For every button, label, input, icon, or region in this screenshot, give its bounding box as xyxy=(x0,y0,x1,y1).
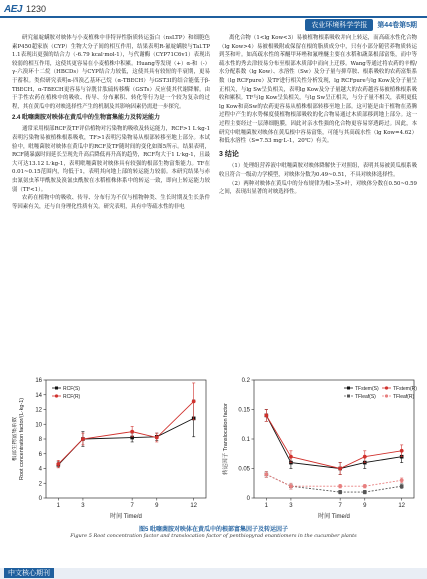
x-tick-label: 12 xyxy=(398,503,406,509)
footer-bar xyxy=(0,568,427,579)
left-column xyxy=(12,34,210,211)
y-tick-label: 4 xyxy=(38,466,42,473)
series-line xyxy=(266,415,401,468)
x-axis-label: 时间 Time/d xyxy=(110,514,142,520)
legend-label: RCF(R) xyxy=(63,394,81,400)
data-point xyxy=(192,399,196,403)
y-tick-label: 0 xyxy=(38,496,42,502)
rcf-chart xyxy=(12,372,212,522)
y-tick-label: 16 xyxy=(35,378,42,384)
page-number: 1230 xyxy=(25,4,46,14)
rcf-chart-svg xyxy=(12,372,212,522)
tf-chart xyxy=(220,372,420,522)
y-axis-label: 转运因子 Translocation factor xyxy=(223,403,229,475)
paragraph: （1）处理组营养液中吡噻菌胺对映体降解快于对照组，表明其易被黄瓜根系吸收且符合一级动力学模型，对映体分数为0.49~0.51，不具对映体选择性。 xyxy=(219,163,417,178)
figure-caption-en: Figure 5 Root concentration factor and translocation factor of penthiopyrad enantiomers in the cucumber plants xyxy=(70,533,357,539)
y-tick-label: 0.15 xyxy=(238,407,250,414)
y-tick-label: 2 xyxy=(38,481,42,488)
series-line xyxy=(266,415,401,468)
paragraph: （2）两种对映体在黄瓜中的分布规律为根>茎>叶，对映体分数在0.50~0.59之间，表现出显著的对映选择性。 xyxy=(219,180,417,196)
legend-label: TFstem(S) xyxy=(355,386,379,392)
x-tick-label: 9 xyxy=(155,503,159,509)
section-heading: 2.4 吡噻菌胺对映体在黄瓜中的生物富集能力及转运能力 xyxy=(12,115,161,122)
data-point xyxy=(363,455,367,459)
journal-header xyxy=(4,2,46,16)
legend-label: TFleaf(S) xyxy=(355,394,376,400)
data-point xyxy=(338,490,342,494)
y-tick-label: 0.05 xyxy=(238,466,250,473)
x-axis-label: 时间 Time/d xyxy=(318,514,350,520)
data-point xyxy=(81,437,85,441)
paragraph: 离化合物（1<lg Kow<3）易被植物根系吸收并向上转运，而高疏水性化合物（lg Kow>4）易被根吸附或保留在根的脂质成分中，只有小部分随营养物质转运到茎和叶。如高疏水性的苯醚甲环唑和氟唑醚主要在水稻和蔬菜根部富集，而中等疏水性的秀去津较易分布至根部木质部中而向上迁移。Wang等通过将农药的辛醇/水分配系数（lg Kow）、水溶性（Sw）及分子量与抑草胺、根系吸收的农药富集系数（lg RCFpure）及TF进行相关性分析发现，lg RCFpure与lg Kow及分子量呈正相关，与lg Sw呈负相关，表明lg Kow及分子量越大的农药越容易被植株根系吸收和累积。TF与lg Kow呈负相关，与lg Sw呈正相关，与分子量不相关，表明更低lg Kow和高Sw的农药更容易从植株根部转移至地上部。这可能是由于植物在蒸腾过程中产生的水势梯度使植物根部吸收的化合物易通过木质部移到地上部分。这一过程主要经过一层薄细胞膜，因此对亲水性强的化合物更容易穿透跨过。因此，本研究中吡噻菌胺对映体在黄瓜根中容易富集，可能与其高疏水性（lg Kow=4.62）和低水溶性（S=7.53 mg·L-1，20℃）有关。 xyxy=(219,35,417,145)
y-axis-label: 根部生物富集系数Root concentration factor/(L·kg-1) xyxy=(12,397,25,481)
data-point xyxy=(264,473,268,477)
section-heading: 3 结论 xyxy=(219,150,239,158)
legend-marker xyxy=(385,394,388,397)
legend-label: RCF(S) xyxy=(63,386,80,392)
y-tick-label: 10 xyxy=(35,422,42,429)
legend-label: TFstem(R) xyxy=(393,386,417,392)
y-tick-label: 0.2 xyxy=(241,378,250,384)
y-tick-label: 0.1 xyxy=(241,437,250,443)
journal-name: 农业环境科学学报 xyxy=(305,19,373,31)
journal-banner xyxy=(305,19,417,31)
right-column xyxy=(219,34,417,197)
y-tick-label: 6 xyxy=(38,451,42,458)
legend-marker xyxy=(385,386,388,389)
series-line xyxy=(58,401,193,464)
data-point xyxy=(155,436,159,440)
data-point xyxy=(338,467,342,471)
legend-marker xyxy=(347,395,350,398)
data-point xyxy=(130,430,134,434)
journal-logo: AEJ xyxy=(4,3,22,15)
x-tick-label: 1 xyxy=(56,503,60,509)
series-line xyxy=(266,474,401,492)
y-tick-label: 0 xyxy=(246,496,250,502)
data-point xyxy=(400,484,404,488)
core-journal-badge: 中文核心期刊 xyxy=(4,568,54,578)
y-tick-label: 12 xyxy=(35,407,42,414)
data-point xyxy=(289,455,293,459)
plot-frame xyxy=(254,380,414,498)
figure-caption-cn: 图5 吡噻菌胺对映体在黄瓜中的根部富集因子及转运因子 xyxy=(138,527,288,533)
legend-label: TFleaf(R) xyxy=(393,394,415,400)
paragraph: 通常采用根部RCF及TF评估植物对污染物的吸收及转运能力，RCF>1 L·kg-1表明污染物易被植株根系吸收，TF>1表明污染物易从根部转移至地上部分。本试验中，吡噻菌胺对映体在黄瓜中的RCF及TF随时间的变化如图5所示。结果表明，RCF随暴露时间延长呈现先升高后降低再升高的趋势，RCF均大于1 L·kg-1，且最大可达13.12 L·kg-1，表明吡噻菌胺对映体具有较强的根部生物富集能力。TF在0.01~0.15范围内，均低于1，表明其向地上部的转运能力较弱。本研究结果与赤虫氰氨虫苯甲酰胺及溴氰虫酰胺在水稻植株体系中的转运一致，即向上转运能力较弱（TF<1）。 xyxy=(12,126,210,193)
issue-label: 第44卷第5期 xyxy=(377,22,417,29)
data-point xyxy=(56,462,60,466)
y-tick-label: 14 xyxy=(35,392,42,399)
legend-marker xyxy=(347,387,350,390)
tf-chart-svg xyxy=(220,372,420,522)
data-point xyxy=(363,490,367,494)
data-point xyxy=(400,449,404,453)
data-point xyxy=(264,414,268,418)
x-tick-label: 7 xyxy=(130,503,134,509)
data-point xyxy=(400,478,404,482)
legend-marker xyxy=(55,387,58,390)
header-divider xyxy=(0,16,427,18)
x-tick-label: 1 xyxy=(264,503,268,509)
x-tick-label: 7 xyxy=(338,503,342,509)
x-tick-label: 3 xyxy=(289,503,293,509)
y-tick-label: 8 xyxy=(38,437,42,443)
x-tick-label: 12 xyxy=(190,503,198,509)
paragraph: 研究氟啶螨胺对映体与小麦植株中非特异性脂质转运蛋白（nsLTP）和细胞色素P450超家族（CYP）生物大分子间的相互作用，结果表明R-氟啶螨胺与Tal.TP 1.1表现出更强的结合力（-6.79 kcal·mol-1），与代谢酶（CYP71C6v1）表现出较弱的相互作用，这使其更容易在小麦植株中积累。Huang等发现（+）α-和（-）γ-六溴环十二烷（HBCDs）与CYP结合力较低，这使其具有较短的半衰期，更易于蓄积。类似研究表明α-四溴乙基环己烷（α-TBECH）与GST3I的结合能低于β-TBECH，α-TBECH更容易与谷胱甘肽硫转移酶（GSTs）反应使其代谢降解。由于手性农药在植株中的吸收、传导、分布累积、转化等行为是一个较为复杂的过程，其在黄瓜中的对映选择性产生的机制及其影响因素仍需进一步探究。 xyxy=(12,35,210,110)
legend-marker xyxy=(55,394,58,397)
paragraph: 农药在植物中的吸收、传导、分布行为不仅与植物种类、生长时期及生长条件等因素有关，还与自身理化性质有关。研究表明，具有中等疏水性的非电 xyxy=(12,195,210,210)
data-point xyxy=(363,484,367,488)
x-tick-label: 9 xyxy=(363,503,367,509)
data-point xyxy=(289,484,293,488)
series-line xyxy=(266,474,401,486)
data-point xyxy=(338,484,342,488)
x-tick-label: 3 xyxy=(81,503,85,509)
series-line xyxy=(58,418,193,464)
